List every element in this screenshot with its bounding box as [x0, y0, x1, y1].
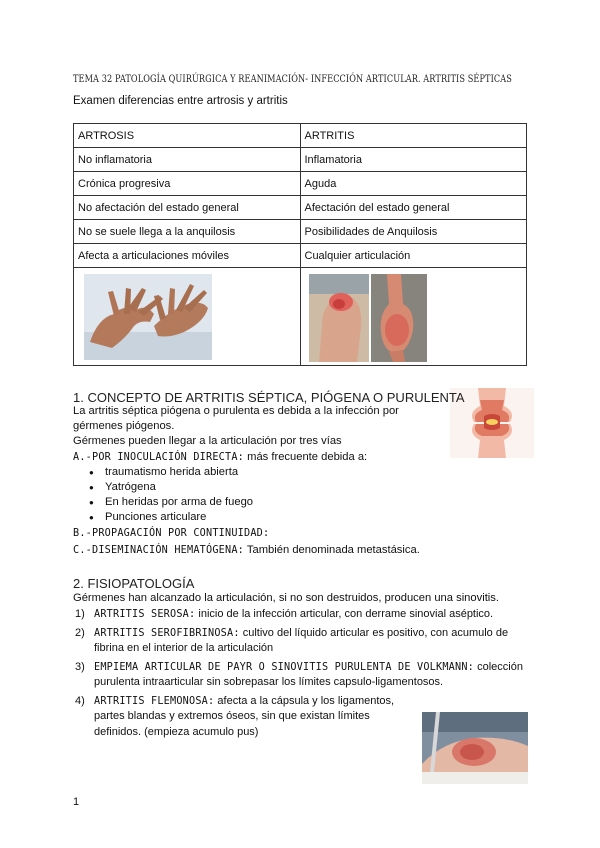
table-cell: No afectación del estado general — [74, 196, 301, 220]
route-a-list — [73, 465, 253, 525]
item-text: cultivo del líquido articular es positivo, con acumulo de fibrina en el interior de la articulación — [94, 626, 509, 654]
table-cell: Afecta a articulaciones móviles — [74, 244, 301, 268]
arthritic-hands-photo — [84, 274, 212, 360]
item-number: 4) — [75, 694, 85, 707]
item-label: ARTRITIS FLEMONOSA: — [94, 695, 215, 707]
route-c — [73, 543, 420, 558]
table-cell: Inflamatoria — [300, 148, 527, 172]
route-b — [73, 526, 269, 541]
item-label: ARTRITIS SEROFIBRINOSA: — [94, 627, 240, 639]
table-header-artritis: ARTRITIS — [300, 124, 527, 148]
table-cell: Aguda — [300, 172, 527, 196]
list-item: ● Punciones articulare — [73, 510, 253, 525]
item-number: 2) — [75, 626, 85, 639]
route-a-label: A.-POR INOCULACIÓN DIRECTA: — [73, 452, 245, 463]
section1-routes-intro: Gérmenes pueden llegar a la articulación por tres vías — [73, 435, 342, 447]
section1-heading: 1. CONCEPTO DE ARTRITIS SÉPTICA, PIÓGENA O PURULENTA — [73, 390, 465, 405]
table-cell: No inflamatoria — [74, 148, 301, 172]
table-image-row — [74, 268, 527, 366]
list-item — [73, 694, 403, 741]
item-number: 3) — [75, 660, 85, 673]
table-header-artrosis: ARTROSIS — [74, 124, 301, 148]
item-text: colección purulenta intraarticular sin sobrepasar los límites capsulo-ligamentosos. — [94, 660, 523, 688]
list-item — [73, 660, 533, 691]
list-item: ● Yatrógena — [73, 480, 253, 495]
list-item: ● En heridas por arma de fuego — [73, 495, 253, 510]
table-cell: Afectación del estado general — [300, 196, 527, 220]
route-a-text: más frecuente debida a: — [244, 451, 368, 463]
section2-intro: Gérmenes han alcanzado la articulación, si no son destruidos, producen una sinovitis. — [73, 592, 499, 604]
route-c-text: También denominada metastásica. — [244, 544, 420, 556]
page-number: 1 — [73, 796, 80, 808]
document-subtitle: Examen diferencias entre artrosis y artritis — [73, 95, 288, 107]
table-row — [74, 220, 527, 244]
table-row — [74, 196, 527, 220]
table-cell: No se suele llega a la anquilosis — [74, 220, 301, 244]
list-item: ● traumatismo herida abierta — [73, 465, 253, 480]
table-row — [74, 148, 527, 172]
item-label: EMPIEMA ARTICULAR DE PAYR O SINOVITIS PURULENTA DE VOLKMANN: — [94, 661, 475, 673]
swollen-joints-photo — [309, 274, 427, 362]
table-cell: Posibilidades de Anquilosis — [300, 220, 527, 244]
section1-intro-line1: La artritis séptica piógena o purulenta es debida a la infección por — [73, 405, 399, 417]
item-text: inicio de la infección articular, con derrame sinovial aséptico. — [195, 608, 494, 620]
list-item — [73, 607, 533, 623]
table-image-cell — [300, 268, 527, 366]
list-item — [73, 626, 533, 657]
item-label: ARTRITIS SEROSA: — [94, 609, 196, 620]
section2-heading: 2. FISIOPATOLOGÍA — [73, 576, 195, 591]
table-row — [74, 172, 527, 196]
item-number: 1) — [75, 608, 85, 620]
table-cell: Cualquier articulación — [300, 244, 527, 268]
route-a — [73, 450, 367, 465]
document-title: TEMA 32 PATOLOGÍA QUIRÚRGICA Y REANIMACIÓN- INFECCIÓN ARTICULAR. ARTRITIS SÉPTICAS — [73, 73, 512, 85]
flemonosa-knee-photo — [422, 712, 528, 784]
comparison-table — [73, 123, 527, 366]
route-c-label: C.-DISEMINACIÓN HEMATÓGENA: — [73, 545, 245, 556]
item-text: afecta a la cápsula y los ligamentos, partes blandas y extremos óseos, sin que existan límites definidos. (empieza acumulo pus) — [94, 694, 395, 738]
table-cell: Crónica progresiva — [74, 172, 301, 196]
table-row — [74, 244, 527, 268]
route-b-label: B.-PROPAGACIÓN POR CONTINUIDAD: — [73, 528, 270, 539]
table-image-cell — [74, 268, 301, 366]
section1-intro-line2: gérmenes piógenos. — [73, 420, 175, 432]
table-header-row — [74, 124, 527, 148]
